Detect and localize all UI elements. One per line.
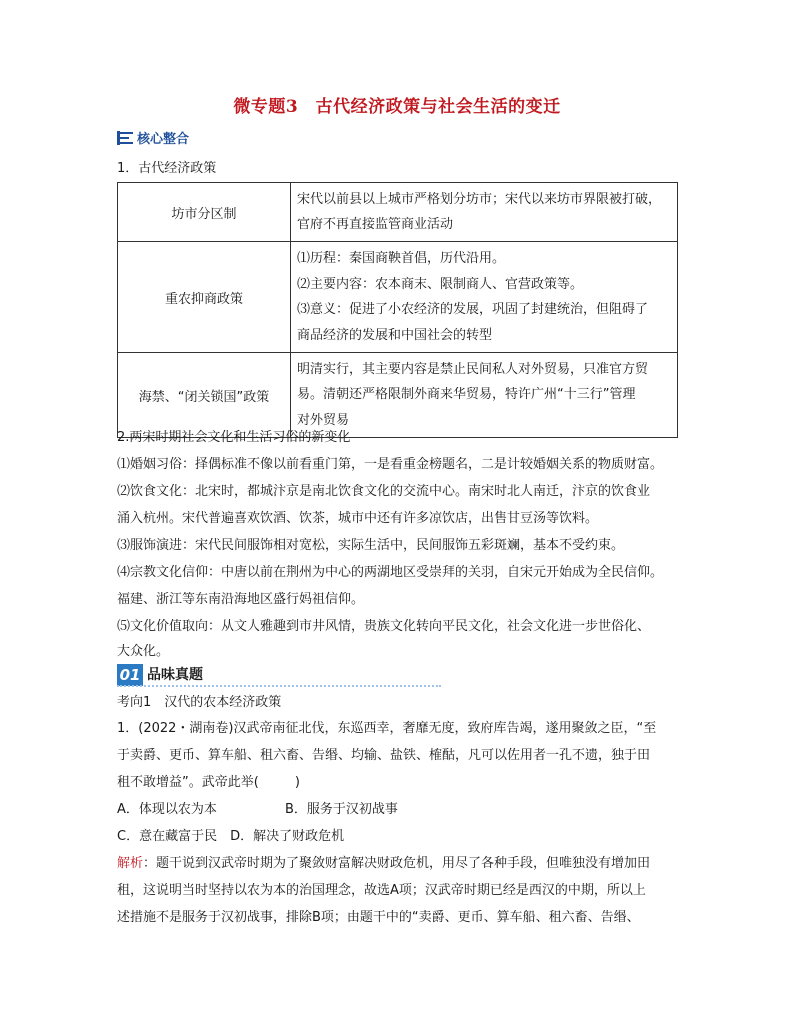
item2-heading: 2.两宋时期社会文化和生活习俗的新变化 <box>117 430 351 445</box>
kaoxiang-heading: 考向1 汉代的农本经济政策 <box>117 695 282 710</box>
policy-name: 重农抑商政策 <box>118 242 291 353</box>
section-header-core <box>117 128 189 147</box>
policy-desc <box>291 242 678 353</box>
question-text: 租不敢增益”。武帝此举 <box>117 775 254 790</box>
list-icon <box>117 131 133 145</box>
page-title: 微专题3 古代经济政策与社会生活的变迁 <box>233 97 561 117</box>
option-a: A．体现以农为本 <box>117 802 217 817</box>
desc-line: 明清实行，其主要内容是禁止民间私人对外贸易，只准官方贸 <box>297 361 649 377</box>
paragraph-line: 福建、浙江等东南沿海地区盛行妈祖信仰。 <box>117 592 365 607</box>
policy-desc <box>291 183 678 242</box>
desc-line: 官府不再直接监管商业活动 <box>297 217 454 232</box>
question-line: 于卖爵、更币、算车船、租六畜、告缗、均输、盐铁、榷酤，凡可以佐用者一孔不遗，独于田 <box>117 748 651 763</box>
answer-paren-open: ( <box>253 775 259 790</box>
desc-line: 易。清朝还严格限制外商来华贸易，特许广州“十三行”管理 <box>297 387 636 403</box>
banner-label: 品味真题 <box>147 667 203 683</box>
policy-name: 海禁、“闭关锁国”政策 <box>118 353 291 438</box>
item1-heading: 1．古代经济政策 <box>117 161 217 176</box>
desc-line: ⑵主要内容：农本商末、限制商人、官营政策等。 <box>297 276 584 292</box>
analysis-label: 解析 <box>117 856 144 871</box>
table-row <box>118 183 678 242</box>
analysis-line: 租，这说明当时坚持以农为本的治国理念，故选A项；汉武帝时期已经是西汉的中期，所以上 <box>117 883 646 898</box>
policy-desc <box>291 353 678 438</box>
desc-line: 对外贸易 <box>297 412 350 428</box>
section-label: 核心整合 <box>137 132 190 147</box>
question-line: 1．(2022・湖南卷)汉武帝南征北伐，东巡西幸，奢靡无度，致府库告竭，遂用聚敛之臣，“至 <box>117 721 657 736</box>
paragraph-line: ⑸文化价值取向：从文人雅趣到市井风情，贵族文化转向平民文化，社会文化进一步世俗化、 <box>117 619 651 634</box>
banner-divider <box>117 685 441 687</box>
analysis-text: ：题干说到汉武帝时期为了聚敛财富解决财政危机，用尽了各种手段，但唯独没有增加田 <box>143 856 651 871</box>
policy-name: 坊市分区制 <box>118 183 291 242</box>
question-line <box>117 773 300 792</box>
desc-line: ⑴历程：秦国商鞅首倡，历代沿用。 <box>297 251 506 266</box>
analysis-line <box>117 854 650 873</box>
paragraph-line: 涌入杭州。宋代普遍喜欢饮酒、饮茶，城市中还有许多凉饮店，出售甘豆汤等饮料。 <box>117 511 599 526</box>
desc-line: ⑶意义：促进了小农经济的发展，巩固了封建统治，但阻碍了 <box>297 302 649 317</box>
desc-line: 宋代以前县以上城市严格划分坊市；宋代以来坊市界限被打破， <box>297 191 662 207</box>
paragraph-line: ⑴婚姻习俗：择偶标准不像以前看重门第，一是看重金榜题名，二是计较婚姻关系的物质财富。 <box>117 457 664 472</box>
option-b: B．服务于汉初战事 <box>285 802 398 817</box>
policy-table <box>117 182 678 438</box>
banner-number: 01 <box>117 664 143 686</box>
paragraph-line: ⑵饮食文化：北宋时，都城汴京是南北饮食文化的交流中心。南宋时北人南迁，汴京的饮食业 <box>117 484 651 499</box>
table-row <box>118 353 678 438</box>
analysis-line: 述措施不是服务于汉初战事，排除B项；由题干中的“卖爵、更币、算车船、租六畜、告缗、 <box>117 910 640 925</box>
paragraph-line: ⑷宗教文化信仰：中唐以前在荆州为中心的两湖地区受崇拜的关羽，自宋元开始成为全民信仰。 <box>117 565 664 580</box>
option-c-d: C．意在藏富于民 D．解决了财政危机 <box>117 829 345 844</box>
answer-paren-close: ) <box>294 775 300 790</box>
table-row <box>118 242 678 353</box>
paragraph-line: 大众化。 <box>117 644 170 659</box>
section-banner-exam <box>117 664 441 686</box>
desc-line: 商品经济的发展和中国社会的转型 <box>297 327 493 343</box>
paragraph-line: ⑶服饰演进：宋代民间服饰相对宽松，实际生活中，民间服饰五彩斑斓，基本不受约束。 <box>117 538 625 553</box>
